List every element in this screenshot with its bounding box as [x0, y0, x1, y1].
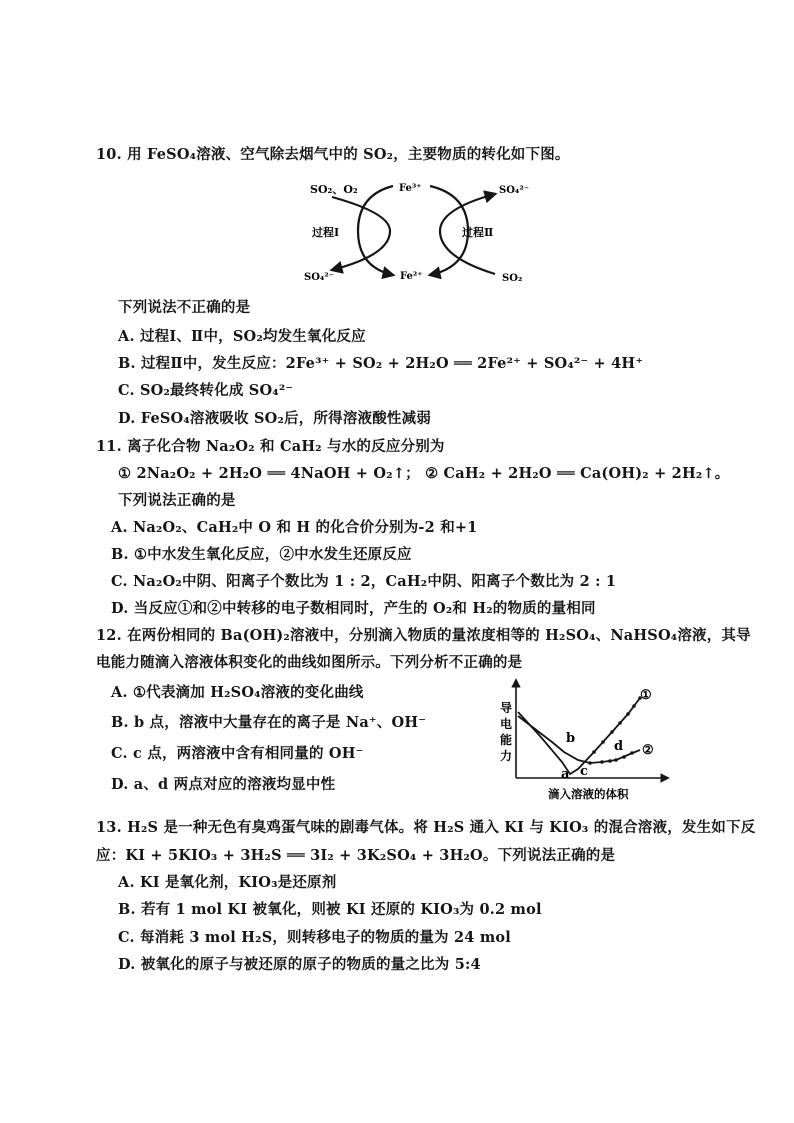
q12-conductivity-graph	[490, 674, 680, 806]
label-process1: 过程Ⅰ	[312, 226, 340, 239]
label-fe2-bottom: Fe²⁺	[400, 271, 423, 282]
q13-option-c: C. 每消耗 3 mol H₂S，则转移电子的物质的量为 24 mol	[118, 929, 511, 946]
q10-stem: 10. 用 FeSO₄溶液、空气除去烟气中的 SO₂，主要物质的转化如下图。	[96, 146, 570, 163]
ylabel-char-4: 力	[500, 749, 513, 763]
x-axis-label: 滴入溶液的体积	[548, 787, 629, 801]
q13-stem-line1: 13. H₂S 是一种无色有臭鸡蛋气味的剧毒气体。将 H₂S 通入 KI 与 KIO₃ 的混合溶液，发生如下反	[96, 819, 756, 836]
label-so2-o2: SO₂、O₂	[310, 183, 358, 196]
label-fe3-top: Fe³⁺	[399, 183, 422, 194]
curve-1-marker: ①	[640, 688, 652, 703]
label-so4-bottom: SO₄²⁻	[304, 272, 334, 283]
process1-arc-right	[332, 197, 390, 270]
q11-option-b: B. ①中水发生氧化反应，②中水发生还原反应	[111, 546, 412, 563]
q11-option-a: A. Na₂O₂、CaH₂中 O 和 H 的化合价分别为-2 和+1	[111, 519, 478, 536]
point-b-label: b	[566, 731, 576, 746]
ylabel-char-1: 导	[500, 701, 513, 715]
q11-prompt: 下列说法正确的是	[118, 492, 236, 509]
curve-2-marker: ②	[642, 743, 654, 758]
label-so4-top: SO₄²⁻	[499, 185, 529, 196]
q12-option-d: D. a、d 两点对应的溶液均显中性	[111, 776, 336, 793]
q13-option-a: A. KI 是氧化剂，KIO₃是还原剂	[118, 874, 337, 891]
q10-option-a: A. 过程Ⅰ、Ⅱ中，SO₂均发生氧化反应	[118, 328, 366, 345]
q10-cycle-diagram	[290, 175, 540, 290]
q11-stem: 11. 离子化合物 Na₂O₂ 和 CaH₂ 与水的反应分别为	[96, 438, 445, 455]
process1-arc-left	[358, 186, 393, 275]
q12-option-a: A. ①代表滴加 H₂SO₄溶液的变化曲线	[111, 684, 364, 701]
q10-option-d: D. FeSO₄溶液吸收 SO₂后，所得溶液酸性减弱	[118, 410, 432, 427]
q10-prompt: 下列说法不正确的是	[118, 299, 251, 316]
ylabel-char-2: 电	[500, 717, 513, 731]
q12-option-b: B. b 点，溶液中大量存在的离子是 Na⁺、OH⁻	[111, 714, 427, 731]
label-process2: 过程Ⅱ	[462, 226, 494, 239]
curve-1-h2so4	[518, 698, 640, 774]
q11-option-d: D. 当反应①和②中转移的电子数相同时，产生的 O₂和 H₂的物质的量相同	[111, 600, 596, 617]
point-d-label: d	[614, 739, 624, 754]
q12-stem-line2: 电能力随滴入溶液体积变化的曲线如图所示。下列分析不正确的是	[96, 654, 523, 671]
ylabel-char-3: 能	[500, 733, 513, 747]
q10-option-b: B. 过程Ⅱ中，发生反应：2Fe³⁺ + SO₂ + 2H₂O ══ 2Fe²⁺ + SO₄²⁻ + 4H⁺	[118, 355, 644, 372]
q11-equations: ① 2Na₂O₂ + 2H₂O ══ 4NaOH + O₂↑； ② CaH₂ + 2H₂O ══ Ca(OH)₂ + 2H₂↑。	[118, 465, 730, 482]
q13-option-d: D. 被氧化的原子与被还原的原子的物质的量之比为 5:4	[118, 956, 481, 973]
q11-option-c: C. Na₂O₂中阴、阳离子个数比为 1 : 2，CaH₂中阴、阳离子个数比为 2 : 1	[111, 573, 617, 590]
q10-option-c: C. SO₂最终转化成 SO₄²⁻	[118, 382, 294, 399]
label-so2-bottom: SO₂	[502, 273, 523, 284]
q12-stem-line1: 12. 在两份相同的 Ba(OH)₂溶液中，分别滴入物质的量浓度相等的 H₂SO₄、NaHSO₄溶液，其导	[96, 627, 751, 644]
q13-stem-line2: 应：KI + 5KIO₃ + 3H₂S ══ 3I₂ + 3K₂SO₄ + 3H₂O。下列说法正确的是	[96, 847, 616, 864]
q12-option-c: C. c 点，两溶液中含有相同量的 OH⁻	[111, 745, 364, 762]
point-a-label: a	[561, 767, 570, 782]
q13-option-b: B. 若有 1 mol KI 被氧化，则被 KI 还原的 KIO₃为 0.2 mol	[118, 901, 542, 918]
point-c-label: c	[580, 764, 588, 779]
